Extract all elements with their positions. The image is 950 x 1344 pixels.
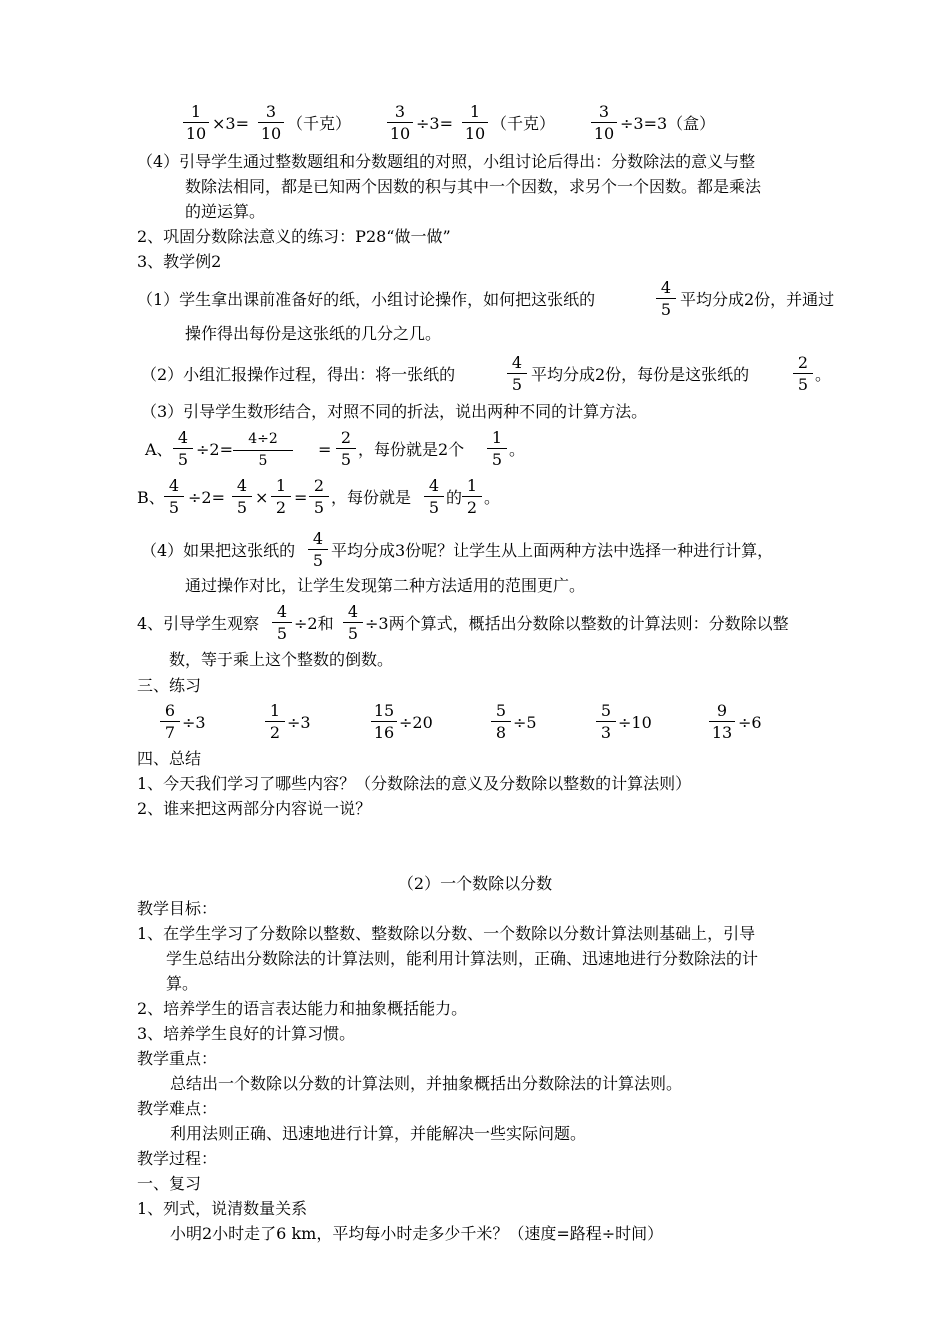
- fraction: 4 5: [507, 353, 527, 394]
- rule-div2: ÷2和: [294, 614, 334, 633]
- exercise-op: ÷5: [513, 713, 537, 732]
- fraction: 4 5: [164, 476, 184, 517]
- equation-unit: （千克）: [491, 114, 556, 133]
- method-b-end: 。: [484, 488, 501, 507]
- method-a-label: A、: [145, 440, 173, 459]
- ex1-text: （1）学生拿出课前准备好的纸，小组讨论操作，如何把这张纸的: [137, 290, 596, 309]
- goal2: 2、培养学生的语言表达能力和抽象概括能力。: [137, 999, 468, 1018]
- fraction: 4 5: [656, 278, 676, 319]
- fraction: 4 5: [232, 476, 252, 517]
- section4-heading: 四、总结: [137, 749, 202, 768]
- difficulty-text: 利用法则正确、迅速地进行计算，并能解决一些实际问题。: [170, 1124, 587, 1143]
- goals-label: 教学目标：: [137, 899, 218, 918]
- fraction: 3 10: [591, 102, 617, 143]
- ex1-text-post: 平均分成2份，并通过: [680, 290, 835, 309]
- fraction: 4 5: [173, 428, 193, 469]
- goal1-line2: 学生总结出分数除法的计算法则，能利用计算法则，正确、迅速地进行分数除法的计: [166, 949, 759, 968]
- fraction: 1 2: [462, 476, 482, 517]
- practice2: 2、巩固分数除法意义的练习：P28“做一做”: [137, 227, 451, 246]
- equation-text: ÷3=: [416, 114, 453, 133]
- exercise-fraction: 5 8: [491, 701, 511, 742]
- ex4-text-post: 平均分成3份呢？让学生从上面两种方法中选择一种进行计算，: [331, 541, 774, 560]
- exercise-fraction: 1 2: [265, 701, 285, 742]
- item4-line3: 的逆运算。: [185, 202, 266, 221]
- fraction: 1 2: [271, 476, 291, 517]
- exercise-op: ÷6: [738, 713, 762, 732]
- item4-line1: （4）引导学生通过整数题组和分数题组的对照，小组讨论后得出：分数除法的意义与整: [137, 152, 756, 171]
- equation-text: ×3=: [212, 114, 249, 133]
- ex1-line2: 操作得出每份是这张纸的几分之几。: [185, 324, 442, 343]
- key-text: 总结出一个数除以分数的计算法则，并抽象概括出分数除法的计算法则。: [170, 1074, 683, 1093]
- goal1-line1: 1、在学生学习了分数除以整数、整数除以分数、一个数除以分数计算法则基础上，引导: [137, 924, 756, 943]
- exercise-op: ÷3: [287, 713, 311, 732]
- equation-text: ÷3=3（盒）: [620, 114, 716, 133]
- ex2-text: （2）小组汇报操作过程，得出：将一张纸的: [141, 365, 456, 384]
- ex4-line2: 通过操作对比，让学生发现第二种方法适用的范围更广。: [185, 576, 586, 595]
- equation-unit: （千克）: [287, 114, 352, 133]
- example2-heading: 3、教学例2: [137, 252, 222, 271]
- rule-div3: ÷3两个算式，概括出分数除以整数的计算法则：分数除以整: [365, 614, 789, 633]
- method-a-eq: =: [318, 440, 332, 459]
- exercise-fraction: 9 13: [709, 701, 735, 742]
- lesson2-title: （2）一个数除以分数: [397, 874, 553, 893]
- exercise-op: ÷10: [618, 713, 652, 732]
- difficulty-label: 教学难点：: [137, 1099, 218, 1118]
- ex4-text: （4）如果把这张纸的: [141, 541, 296, 560]
- goal1-line3: 算。: [166, 974, 199, 993]
- rule-line2: 数，等于乘上这个整数的倒数。: [169, 650, 394, 669]
- fraction: 3 10: [387, 102, 413, 143]
- method-a-end: 。: [509, 440, 526, 459]
- fraction: 2 5: [793, 353, 813, 394]
- key-label: 教学重点：: [137, 1049, 218, 1068]
- item4-line2: 数除法相同，都是已知两个因数的积与其中一个因数，求另个一个因数。都是乘法: [185, 177, 762, 196]
- ex2-text-end: 。: [815, 365, 832, 384]
- method-b-text: ，每份就是: [331, 488, 412, 507]
- fraction: 2 5: [309, 476, 329, 517]
- fraction: 4 5: [424, 476, 444, 517]
- method-b-eq: =: [294, 488, 308, 507]
- fraction: 4 5: [343, 602, 363, 643]
- section3-heading: 三、练习: [137, 676, 202, 695]
- method-b-op: ÷2=: [188, 488, 225, 507]
- exercise-fraction: 6 7: [160, 701, 180, 742]
- exercise-op: ÷3: [182, 713, 206, 732]
- review1-text: 小明2小时走了6 km，平均每小时走多少千米？（速度=路程÷时间）: [170, 1224, 664, 1243]
- method-a-op: ÷2=: [196, 440, 233, 459]
- method-b-label: B、: [137, 488, 165, 507]
- goal3: 3、培养学生良好的计算习惯。: [137, 1024, 356, 1043]
- fraction: 1 5: [487, 428, 507, 469]
- process-label: 教学过程：: [137, 1149, 218, 1168]
- review-heading: 一、复习: [137, 1174, 202, 1193]
- ex3-text: （3）引导学生数形结合，对照不同的折法，说出两种不同的计算方法。: [141, 402, 648, 421]
- fraction: 3 10: [258, 102, 284, 143]
- review1: 1、列式，说清数量关系: [137, 1199, 308, 1218]
- method-b-of: 的: [446, 488, 463, 507]
- summary2: 2、谁来把这两部分内容说一说？: [137, 799, 372, 818]
- exercise-op: ÷20: [399, 713, 433, 732]
- fraction: 1 10: [183, 102, 209, 143]
- exercise-fraction: 5 3: [596, 701, 616, 742]
- method-b-times: ×: [255, 488, 269, 507]
- fraction: 2 5: [336, 428, 356, 469]
- rule-text: 4、引导学生观察: [137, 614, 260, 633]
- ex2-text-mid: 平均分成2份，每份是这张纸的: [531, 365, 750, 384]
- fraction: 4 5: [272, 602, 292, 643]
- fraction: 4 5: [308, 529, 328, 570]
- exercise-fraction: 15 16: [371, 701, 397, 742]
- fraction-inner: 4÷2 5: [233, 430, 293, 471]
- fraction: 1 10: [462, 102, 488, 143]
- summary1: 1、今天我们学习了哪些内容？（分数除法的意义及分数除以整数的计算法则）: [137, 774, 692, 793]
- method-a-text: ，每份就是2个: [358, 440, 465, 459]
